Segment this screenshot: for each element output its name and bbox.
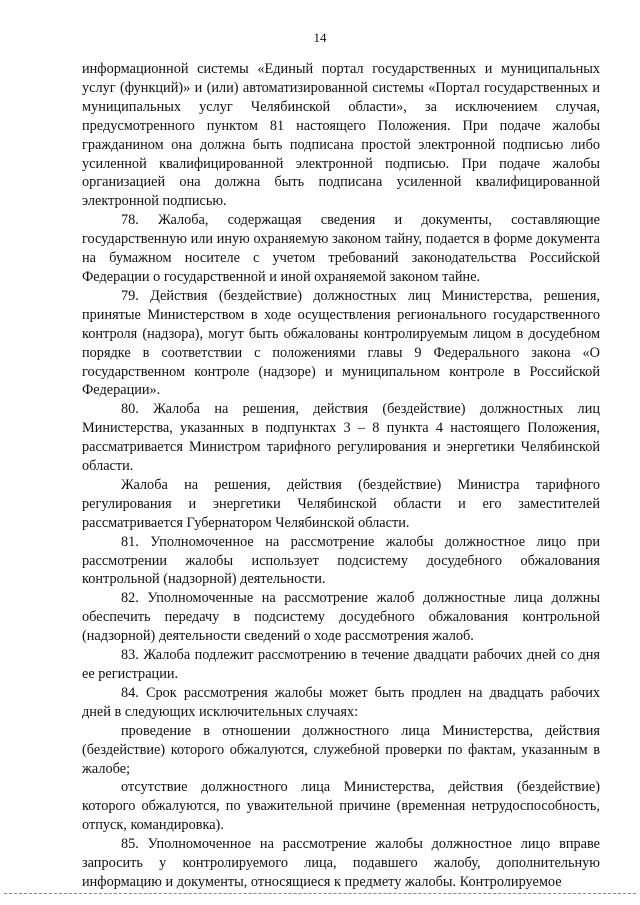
paragraph-84: 84. Срок рассмотрения жалобы может быть продлен на двадцать рабочих дней в следующих исключительных случаях:: [82, 684, 600, 720]
paragraph-80: 80. Жалоба на решения, действия (бездействие) должностных лиц Министерства, указанных в подпунктах 3 – 8 пункта 4 настоящего Положения, рассматривается Министром тарифного регулирования и энергетики Челябинской области.: [82, 401, 600, 475]
paragraph-83: 83. Жалоба подлежит рассмотрению в течение двадцати рабочих дней со дня ее регистрации.: [82, 647, 600, 682]
paragraph-82: 82. Уполномоченные на рассмотрение жалоб должностные лица должны обеспечить передачу в подсистему досудебного обжалования контрольной (надзорной) деятельности сведений о ходе рассмотрения жалоб.: [82, 590, 600, 645]
page-number: 14: [313, 30, 327, 45]
paragraph-84-item-1: проведение в отношении должностного лица Министерства, действия (бездействие) которого обжалуются, служебной проверки по фактам, указанным в жалобе;: [82, 722, 600, 777]
paragraph-80-second: Жалоба на решения, действия (бездействие) Министра тарифного регулирования и энергетики Челябинской области и его заместителей рассматривается Губернатором Челябинской области.: [82, 476, 600, 531]
paragraph-79: 79. Действия (бездействие) должностных лиц Министерства, решения, принятые Министерством в ходе осуществления регионального государственного контроля (надзора), могут быть обжалованы контролируемым лицом в досудебном порядке в соответствии с положениями главы 9 Федерального закона «О государственном контроле (надзоре) и муниципальном контроле в Российской Федерации».: [82, 287, 600, 399]
document-body: [82, 60, 600, 892]
bottom-scan-rule: [4, 893, 636, 894]
paragraph-84-item-2: отсутствие должностного лица Министерства, действия (бездействие) которого обжалуются, по уважительной причине (временная нетрудоспособность, отпуск, командировка).: [82, 779, 600, 834]
paragraph-78: 78. Жалоба, содержащая сведения и документы, составляющие государственную или иную охраняемую законом тайну, подается в форме документа на бумажном носителе с учетом требований законодательства Российской Федерации о государственной и иной охраняемой законом тайне.: [82, 212, 600, 285]
paragraph-85: 85. Уполномоченное на рассмотрение жалобы должностное лицо вправе запросить у контролируемого лица, подавшего жалобу, дополнительную информацию и документы, относящиеся к предмету жалобы. Контролируемое: [82, 836, 600, 890]
paragraph-continuation: информационной системы «Единый портал государственных и муниципальных услуг (функций)» и (или) автоматизированной системы «Портал государственных и муниципальных услуг Челябинской области», за исключением случая, предусмотренного пунктом 81 настоящего Положения. При подаче жалобы гражданином она должна быть подписана простой электронной подписью либо усиленной квалифицированной электронной подписью. При подаче жалобы организацией она должна быть подписана усиленной квалифицированной электронной подписью.: [82, 61, 600, 210]
paragraph-81: 81. Уполномоченное на рассмотрение жалобы должностное лицо при рассмотрении жалобы использует подсистему досудебного обжалования контрольной (надзорной) деятельности.: [82, 533, 600, 588]
